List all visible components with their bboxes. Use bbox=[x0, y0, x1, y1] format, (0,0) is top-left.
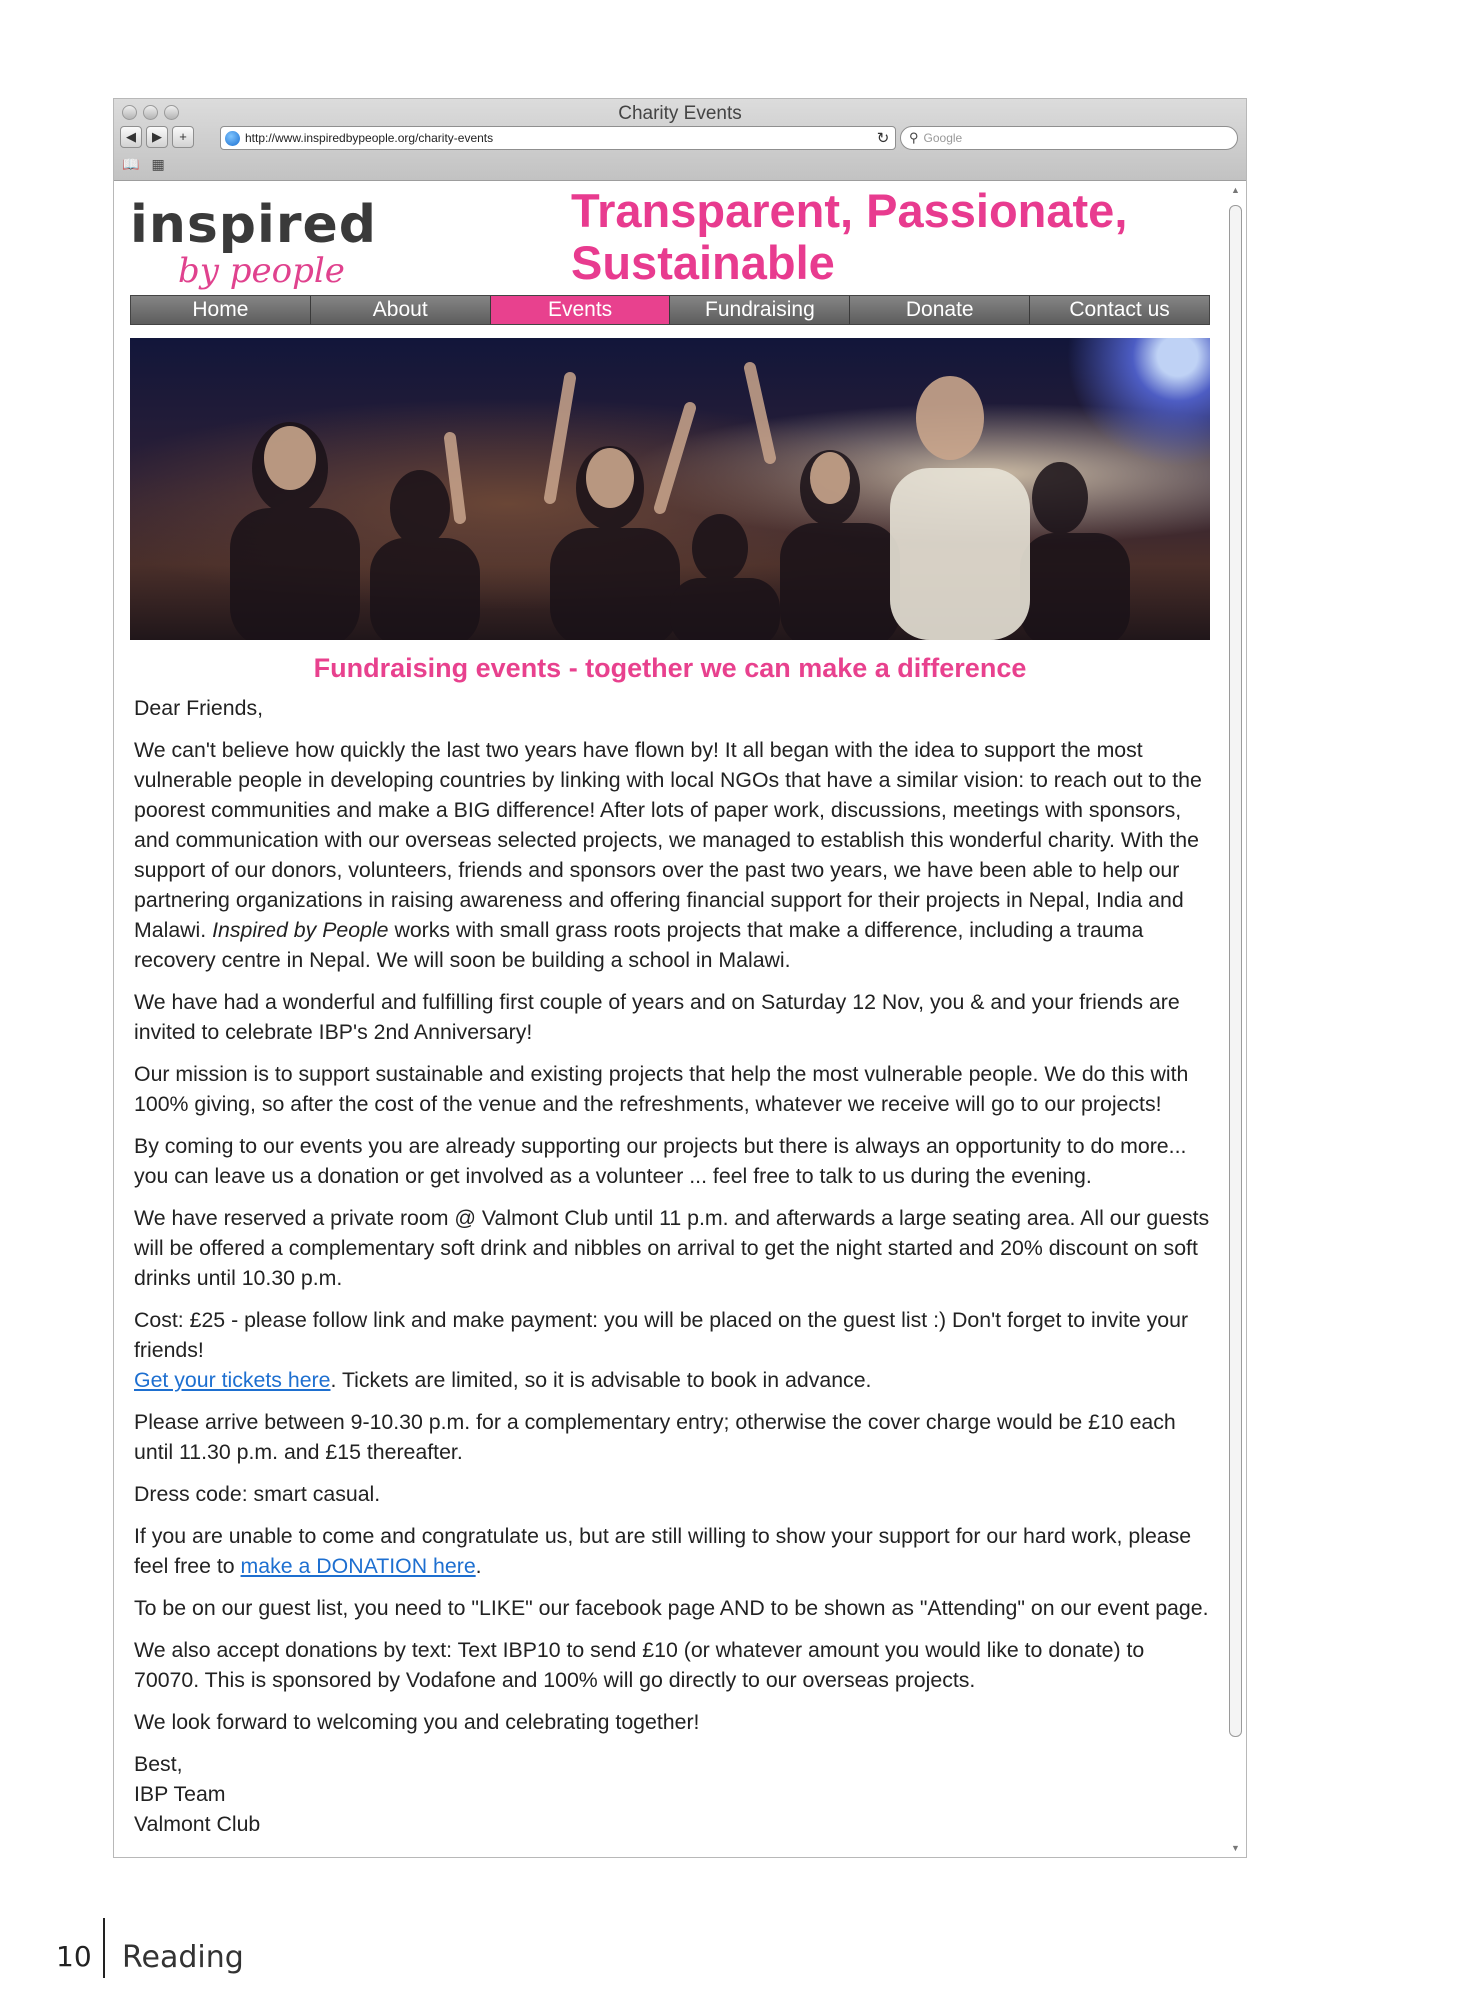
site-tagline bbox=[571, 185, 1211, 289]
article-body bbox=[134, 693, 1210, 1839]
nav-donate[interactable]: Donate bbox=[850, 296, 1030, 324]
section-title: Reading bbox=[122, 1940, 244, 1975]
tickets-note: . Tickets are limited, so it is advisable to book in advance. bbox=[330, 1368, 872, 1392]
reload-icon[interactable]: ↻ bbox=[876, 130, 890, 147]
paragraph-tickets bbox=[134, 1365, 1210, 1395]
paragraph-guest-list: To be on our guest list, you need to "LIKE" our facebook page AND to be shown as "Attending" on our event page. bbox=[134, 1596, 1209, 1620]
main-nav bbox=[130, 295, 1210, 325]
browser-window bbox=[113, 98, 1247, 1858]
paragraph-cost: Cost: £25 - please follow link and make payment: you will be placed on the guest list :) Don't forget to invite your friends! bbox=[134, 1308, 1189, 1362]
title-bar bbox=[114, 99, 1246, 181]
signoff-line-3: Valmont Club bbox=[134, 1812, 261, 1836]
greeting: Dear Friends, bbox=[134, 696, 264, 720]
scroll-up-icon[interactable]: ▲ bbox=[1231, 185, 1240, 195]
intro-emphasis: Inspired by People bbox=[212, 918, 389, 942]
back-button[interactable]: ◀ bbox=[120, 126, 142, 148]
paragraph-dress-code: Dress code: smart casual. bbox=[134, 1482, 381, 1506]
bookmarks-bar bbox=[122, 156, 165, 173]
book-icon[interactable]: 📖 bbox=[122, 156, 140, 172]
add-bookmark-button[interactable]: + bbox=[172, 126, 194, 148]
nav-contact-us[interactable]: Contact us bbox=[1030, 296, 1209, 324]
search-icon: ⚲ bbox=[909, 130, 919, 145]
paragraph-support: By coming to our events you are already supporting our projects but there is always an opportunity to do more... you can leave us a donation or get involved as a volunteer ... feel free to talk to us during the evening. bbox=[134, 1134, 1187, 1188]
intro-text-a: We can't believe how quickly the last two years have flown by! It all began with the idea to support the most vulnerable people in developing countries by linking with local NGOs that have a similar vision: to reach out to the poorest communities and make a BIG difference! After lots of paper work, discussions, meetings with sponsors, and communication with our overseas selected projects, we managed to establish this wonderful charity. With the support of our donors, volunteers, friends and sponsors over the past two years, we have been able to help our partnering organizations in raising awareness and offering financial support for their projects in Nepal, India and Malawi. bbox=[134, 738, 1202, 942]
signoff-line-1: Best, bbox=[134, 1752, 183, 1776]
globe-icon bbox=[225, 131, 240, 146]
footer-divider bbox=[103, 1918, 105, 1978]
nav-events[interactable]: Events bbox=[491, 296, 671, 324]
vertical-scrollbar[interactable] bbox=[1228, 183, 1244, 1855]
paragraph-mission: Our mission is to support sustainable and existing projects that help the most vulnerable people. We do this with 100% giving, so after the cost of the venue and the refreshments, whatever we receive will go to our projects! bbox=[134, 1062, 1189, 1116]
article-heading: Fundraising events - together we can make a difference bbox=[313, 653, 1027, 683]
paragraph-arrival: Please arrive between 9-10.30 p.m. for a complementary entry; otherwise the cover charge would be £10 each until 11.30 p.m. and £15 thereafter. bbox=[134, 1410, 1176, 1464]
window-title: Charity Events bbox=[618, 103, 742, 124]
search-input[interactable] bbox=[900, 126, 1238, 150]
paragraph-venue: We have reserved a private room @ Valmont Club until 11 p.m. and afterwards a large seating area. All our guests will be offered a complementary soft drink and nibbles on arrival to get the night started and 20% discount on soft drinks until 10.30 p.m. bbox=[134, 1206, 1210, 1290]
address-bar[interactable] bbox=[220, 126, 896, 150]
donation-link[interactable]: make a DONATION here bbox=[240, 1554, 476, 1578]
grid-icon[interactable]: ▦ bbox=[151, 156, 165, 172]
search-placeholder: Google bbox=[923, 131, 963, 145]
nav-home[interactable]: Home bbox=[131, 296, 311, 324]
nav-about[interactable]: About bbox=[311, 296, 491, 324]
paragraph-anniversary: We have had a wonderful and fulfilling first couple of years and on Saturday 12 Nov, you & and your friends are invited to celebrate IBP's 2nd Anniversary! bbox=[134, 990, 1180, 1044]
donation-period: . bbox=[475, 1554, 482, 1578]
scroll-thumb[interactable] bbox=[1229, 205, 1242, 1737]
paragraph-text-donation: We also accept donations by text: Text IBP10 to send £10 (or whatever amount you would like to donate) to 70070. This is sponsored by Vodafone and 100% will go directly to our overseas projects. bbox=[134, 1638, 1145, 1692]
tagline-line-1: Transparent, Passionate, bbox=[571, 184, 1128, 237]
tagline-line-2: Sustainable bbox=[571, 236, 835, 289]
crowd-silhouettes bbox=[130, 338, 1210, 640]
page-number: 10 bbox=[56, 1940, 92, 1973]
hero-photo bbox=[130, 338, 1210, 640]
scroll-down-icon[interactable]: ▼ bbox=[1231, 1843, 1240, 1853]
paragraph-donation bbox=[134, 1521, 1210, 1581]
intro-text-b: works with small grass roots projects that make a difference, including a trauma recovery centre in Nepal. We will soon be building a school in Malawi. bbox=[134, 918, 1144, 972]
site-logo-subtitle: by people bbox=[178, 251, 345, 291]
site-logo[interactable]: inspired bbox=[130, 195, 377, 255]
signoff-line-2: IBP Team bbox=[134, 1782, 226, 1806]
tickets-link[interactable]: Get your tickets here bbox=[134, 1368, 331, 1392]
paragraph-intro bbox=[134, 735, 1210, 975]
forward-button[interactable]: ▶ bbox=[146, 126, 168, 148]
paragraph-closing: We look forward to welcoming you and celebrating together! bbox=[134, 1710, 700, 1734]
nav-fundraising[interactable]: Fundraising bbox=[670, 296, 850, 324]
browser-nav-buttons bbox=[120, 126, 194, 148]
url-text[interactable]: http://www.inspiredbypeople.org/charity-events bbox=[245, 131, 494, 145]
donation-text: If you are unable to come and congratulate us, but are still willing to show your support for our hard work, please feel free to bbox=[134, 1524, 1192, 1578]
